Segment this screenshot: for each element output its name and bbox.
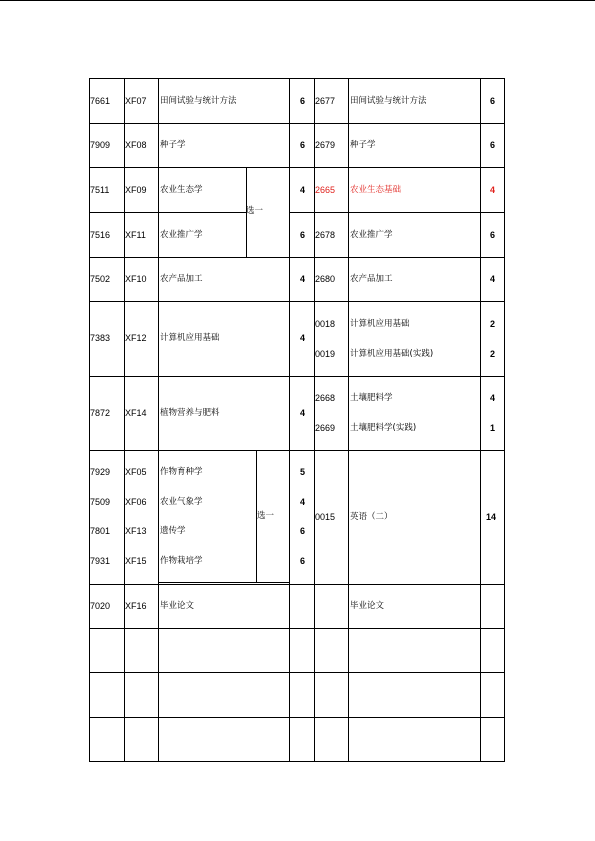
left-xf-code: XF09 (125, 185, 147, 195)
row-line (89, 167, 505, 168)
right-credit: 6 (489, 96, 495, 106)
left-course-name: 毕业论文 (160, 601, 195, 611)
right-credit: 4 (489, 185, 495, 195)
left-course-name: 遗传学 (160, 526, 186, 536)
right-course-code: 2669 (315, 423, 336, 433)
right-course-name: 土壤肥料学(实践) (350, 423, 417, 433)
right-course-name: 英语（二） (350, 512, 393, 522)
right-credit: 2 (489, 349, 495, 359)
left-course-name: 种子学 (160, 140, 186, 150)
left-credit: 4 (299, 408, 305, 418)
right-credit: 2 (489, 319, 495, 329)
row-line (89, 78, 505, 79)
left-course-name: 农业推广学 (160, 230, 203, 240)
left-credit: 6 (299, 526, 305, 536)
right-course-code: 2665 (315, 185, 336, 195)
left-course-name: 作物育种学 (160, 467, 203, 477)
row-line (89, 376, 505, 377)
left-xf-code: XF15 (125, 556, 147, 566)
right-course-code: 0018 (315, 319, 336, 329)
right-course-code: 2668 (315, 393, 336, 403)
left-course-name: 植物营养与肥料 (160, 408, 220, 418)
row-line (89, 301, 505, 302)
left-xf-code: XF11 (125, 230, 146, 240)
right-credit: 14 (486, 512, 497, 522)
left-course-name: 农业气象学 (160, 497, 203, 507)
right-course-name: 土壤肥料学 (350, 393, 393, 403)
col-line (480, 78, 481, 762)
left-course-code: 7661 (90, 96, 111, 106)
row-line (158, 582, 289, 583)
row-line (89, 212, 247, 213)
left-course-name: 农业生态学 (160, 185, 203, 195)
right-course-name: 毕业论文 (350, 601, 385, 611)
left-course-code: 7509 (90, 497, 111, 507)
left-xf-code: XF10 (125, 274, 147, 284)
right-course-name: 种子学 (350, 140, 376, 150)
right-course-code: 2680 (315, 274, 336, 284)
right-course-code: 2679 (315, 140, 336, 150)
row-line (89, 584, 505, 585)
right-course-name: 农业推广学 (350, 230, 393, 240)
row-line (289, 212, 505, 213)
left-credit: 4 (299, 185, 305, 195)
row-line (89, 761, 505, 762)
left-course-code: 7383 (90, 333, 111, 343)
row-line (89, 123, 505, 124)
left-course-code: 7909 (90, 140, 111, 150)
left-course-name: 计算机应用基础 (160, 333, 220, 343)
col-line (158, 78, 159, 762)
left-credit: 6 (299, 230, 305, 240)
left-course-code: 7511 (90, 185, 110, 195)
left-credit: 6 (299, 556, 305, 566)
left-xf-code: XF16 (125, 601, 147, 611)
left-course-name: 作物栽培学 (160, 556, 203, 566)
left-xf-code: XF06 (125, 497, 147, 507)
right-credit: 4 (489, 274, 495, 284)
col-line (124, 78, 125, 762)
row-line (89, 257, 505, 258)
left-credit: 4 (299, 333, 305, 343)
col-line (504, 78, 505, 762)
col-line (289, 78, 290, 762)
left-course-code: 7502 (90, 274, 111, 284)
right-course-name: 农业生态基础 (350, 185, 402, 195)
left-xf-code: XF08 (125, 140, 147, 150)
left-course-code: 7516 (90, 230, 111, 240)
left-credit: 6 (299, 96, 305, 106)
row-line (89, 717, 505, 718)
row-line (89, 450, 505, 451)
choose-one-label: 选一 (257, 511, 275, 521)
left-credit: 4 (299, 274, 305, 284)
right-course-code: 2678 (315, 230, 336, 240)
left-xf-code: XF05 (125, 467, 147, 477)
row-line (89, 628, 505, 629)
right-credit: 6 (489, 140, 495, 150)
right-course-name: 田间试验与统计方法 (350, 96, 427, 106)
left-course-name: 农产品加工 (160, 274, 203, 284)
left-credit: 5 (299, 467, 305, 477)
left-xf-code: XF12 (125, 333, 147, 343)
left-course-code: 7872 (90, 408, 111, 418)
right-course-name: 计算机应用基础(实践) (350, 349, 434, 359)
choose-one-label: 选一 (246, 206, 264, 216)
right-course-code: 0015 (315, 512, 336, 522)
left-course-code: 7929 (90, 467, 111, 477)
right-course-code: 2677 (315, 96, 336, 106)
right-credit: 6 (489, 230, 495, 240)
left-credit: 6 (299, 140, 305, 150)
left-credit: 4 (299, 497, 305, 507)
left-xf-code: XF07 (125, 96, 147, 106)
right-course-code: 0019 (315, 349, 336, 359)
left-course-code: 7801 (90, 526, 111, 536)
right-credit: 4 (489, 393, 495, 403)
left-xf-code: XF14 (125, 408, 147, 418)
col-line (89, 78, 90, 762)
left-course-name: 田间试验与统计方法 (160, 96, 237, 106)
left-course-code: 7020 (90, 601, 111, 611)
right-course-name: 计算机应用基础 (350, 319, 410, 329)
left-xf-code: XF13 (125, 526, 147, 536)
right-course-name: 农产品加工 (350, 274, 393, 284)
col-line (314, 78, 315, 762)
row-line (89, 672, 505, 673)
right-credit: 1 (489, 423, 495, 433)
left-course-code: 7931 (90, 556, 111, 566)
col-line (348, 78, 349, 762)
